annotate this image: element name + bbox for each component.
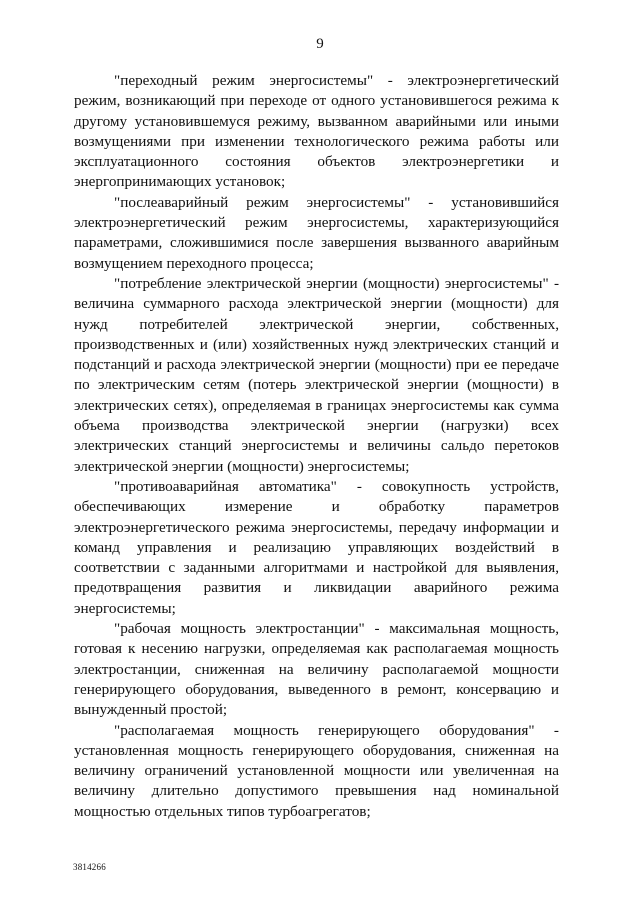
definition-paragraph: "переходный режим энергосистемы" - электроэнергетический режим, возникающий при переходе от одного установившегося режима к другому установившемуся режиму, вызванном аварийными или иными возмущениями при изменении технологического режима работы или эксплуатационного состояния объектов электроэнергетики и энергопринимающих установок;: [74, 72, 559, 191]
document-id: 3814266: [73, 862, 106, 872]
page-number: 9: [316, 36, 324, 52]
definition-paragraph: "рабочая мощность электростанции" - максимальная мощность, готовая к несению нагрузки, определяемая как располагаемая мощность электростанции, сниженная на величину располагаемой мощности генерирующего оборудования, выведенного в ремонт, консервацию и вынужденный простой;: [74, 620, 559, 719]
document-body: [74, 71, 559, 822]
definition-paragraph: "потребление электрической энергии (мощности) энергосистемы" - величина суммарного расхода электрической энергии (мощности) для нужд потребителей электрической энергии, собственных, производственных и (или) хозяйственных нужд электрических станций и подстанций и расхода электрической энергии (мощности) при ее передаче по электрическим сетям (потерь электрической энергии (мощности) в электрических сетях), определяемая в границах энергосистемы как сумма объема производства электрической энергии (нагрузки) всех электрических станций энергосистемы и величины сальдо перетоков электрической энергии (мощности) энергосистемы;: [74, 274, 559, 475]
definition-paragraph: "послеаварийный режим энергосистемы" - установившийся электроэнергетический режим энергосистемы, характеризующийся параметрами, сложившимися после завершения вызванного аварийным возмущением переходного процесса;: [74, 193, 559, 272]
definition-paragraph: "противоаварийная автоматика" - совокупность устройств, обеспечивающих измерение и обработку параметров электроэнергетического режима энергосистемы, передачу информации и команд управления и реализацию управляющих воздействий в соответствии с заданными алгоритмами и настройкой для выявления, предотвращения развития и ликвидации аварийного режима энергосистемы;: [74, 477, 559, 617]
definition-paragraph: "располагаемая мощность генерирующего оборудования" - установленная мощность генерирующего оборудования, сниженная на величину ограничений установленной мощности или увеличенная на величину длительно допустимого превышения над номинальной мощностью отдельных типов турбоагрегатов;: [74, 721, 559, 820]
